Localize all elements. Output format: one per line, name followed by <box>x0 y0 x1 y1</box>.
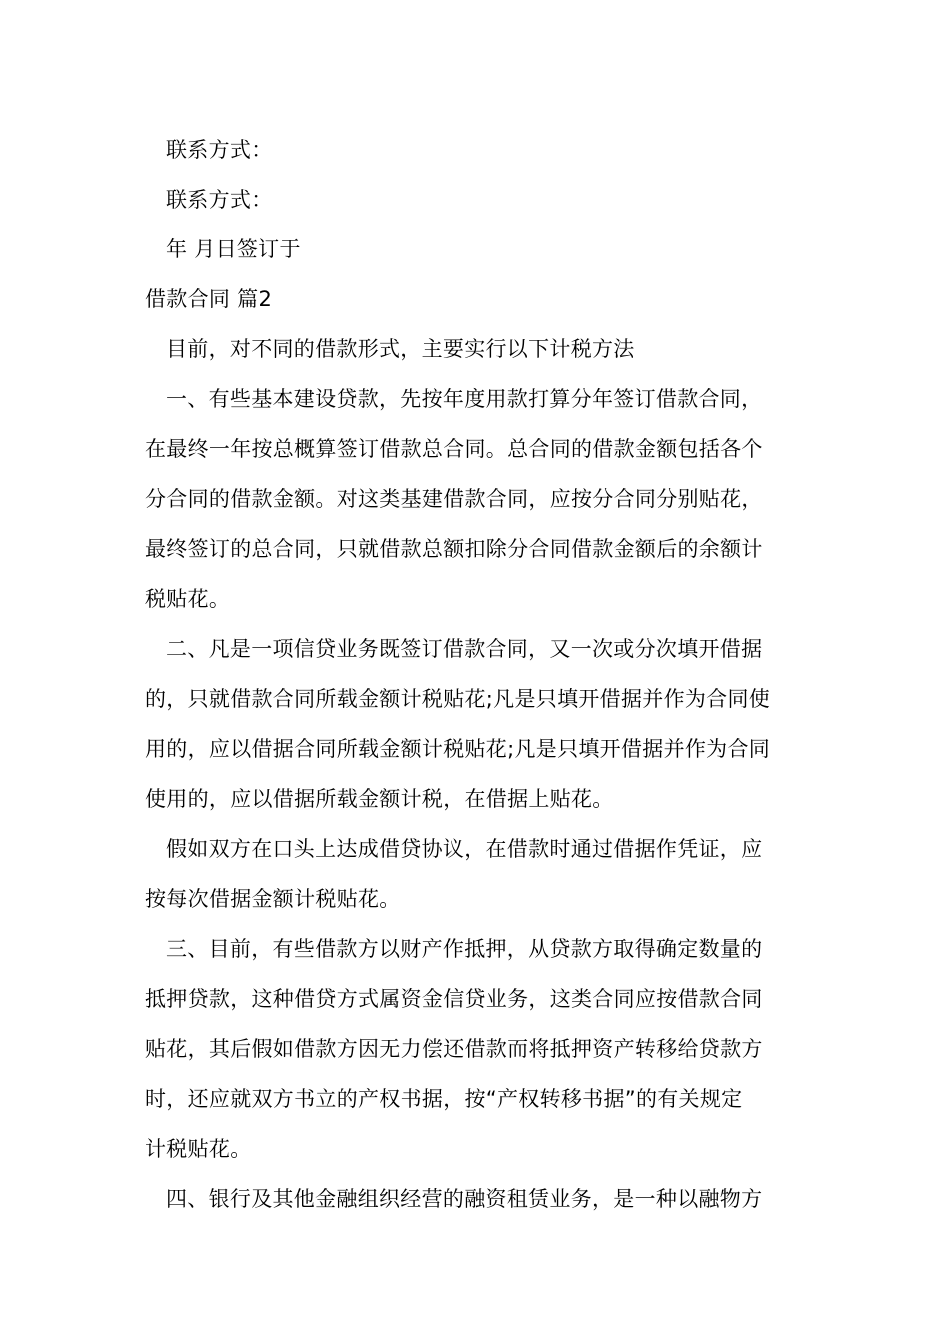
paragraph-2-line-4: 使用的，应以借据所载金额计税，在借据上贴花。 <box>145 787 614 811</box>
paragraph-1-line-3: 分合同的借款金额。对这类基建借款合同，应按分合同分别贴花， <box>145 487 763 511</box>
paragraph-5-line-1: 四、银行及其他金融组织经营的融资租赁业务，是一种以融物方 <box>166 1187 763 1211</box>
paragraph-3-line-2: 按每次借据金额计税贴花。 <box>145 887 401 911</box>
paragraph-4-line-4: 时，还应就双方书立的产权书据，按“产权转移书据”的有关规定 <box>145 1087 743 1111</box>
paragraph-1-line-1: 一、有些基本建设贷款，先按年度用款打算分年签订借款合同， <box>166 387 763 411</box>
intro-paragraph: 目前，对不同的借款形式，主要实行以下计税方法 <box>166 337 635 361</box>
paragraph-1-line-5: 税贴花。 <box>145 587 231 611</box>
paragraph-1-line-4: 最终签订的总合同，只就借款总额扣除分合同借款金额后的余额计 <box>145 537 763 561</box>
paragraph-3-line-1: 假如双方在口头上达成借贷协议，在借款时通过借据作凭证，应 <box>166 837 763 861</box>
paragraph-4-line-5: 计税贴花。 <box>145 1137 252 1161</box>
paragraph-2-line-3: 用的，应以借据合同所载金额计税贴花;凡是只填开借据并作为合同 <box>145 737 771 761</box>
paragraph-1-line-2: 在最终一年按总概算签订借款总合同。总合同的借款金额包括各个 <box>145 437 763 461</box>
section-heading: 借款合同 篇2 <box>145 287 273 311</box>
contact-line-2: 联系方式： <box>166 188 273 212</box>
signing-date-line: 年 月日签订于 <box>166 237 301 261</box>
paragraph-2-line-1: 二、凡是一项信贷业务既签订借款合同，又一次或分次填开借据 <box>166 637 763 661</box>
paragraph-2-line-2: 的，只就借款合同所载金额计税贴花;凡是只填开借据并作为合同使 <box>145 687 771 711</box>
paragraph-4-line-2: 抵押贷款，这种借贷方式属资金信贷业务，这类合同应按借款合同 <box>145 987 763 1011</box>
paragraph-4-line-1: 三、目前，有些借款方以财产作抵押，从贷款方取得确定数量的 <box>166 937 763 961</box>
paragraph-4-line-3: 贴花，其后假如借款方因无力偿还借款而将抵押资产转移给贷款方 <box>145 1037 763 1061</box>
contact-line-1: 联系方式： <box>166 138 273 162</box>
